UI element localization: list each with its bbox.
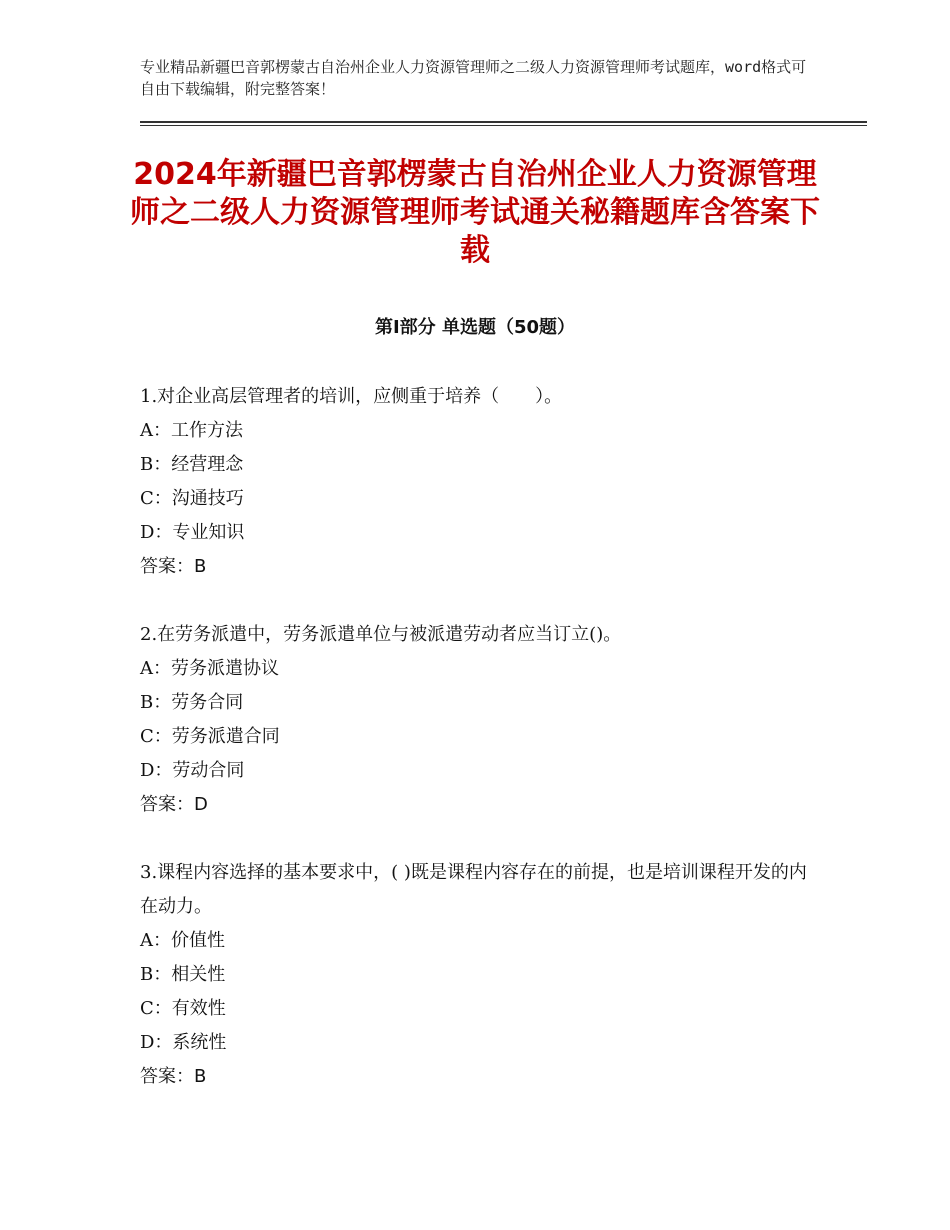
question-block xyxy=(140,380,820,584)
question-stem: 1.对企业高层管理者的培训，应侧重于培养（ ）。 xyxy=(140,386,563,407)
document-title: 2024年新疆巴音郭楞蒙古自治州企业人力资源管理师之二级人力资源管理师考试通关秘籍题库含答案下载 xyxy=(130,157,820,268)
question-block xyxy=(140,856,820,1094)
section-heading: 第Ⅰ部分 单选题（50题） xyxy=(374,317,575,338)
header-divider-thin xyxy=(140,125,867,126)
option-a: A：工作方法 xyxy=(140,420,243,441)
option-a: A：价值性 xyxy=(140,930,225,951)
option-c: C：沟通技巧 xyxy=(140,488,244,509)
option-b: B：经营理念 xyxy=(140,454,244,475)
option-d: D：劳动合同 xyxy=(140,760,245,781)
option-b: B：劳务合同 xyxy=(140,692,244,713)
option-c: C：有效性 xyxy=(140,998,226,1019)
header-divider-thick xyxy=(140,121,867,123)
answer-line: 答案：D xyxy=(140,794,208,815)
header-note: 专业精品新疆巴音郭楞蒙古自治州企业人力资源管理师之二级人力资源管理师考试题库，word格式可自由下载编辑，附完整答案！ xyxy=(140,58,807,98)
question-stem: 2.在劳务派遣中，劳务派遣单位与被派遣劳动者应当订立()。 xyxy=(140,624,622,645)
option-b: B：相关性 xyxy=(140,964,226,985)
answer-line: 答案：B xyxy=(140,1066,207,1087)
option-c: C：劳务派遣合同 xyxy=(140,726,280,747)
question-stem: 3.课程内容选择的基本要求中，( )既是课程内容存在的前提，也是培训课程开发的内在动力。 xyxy=(140,862,807,917)
question-block xyxy=(140,618,820,822)
option-d: D：专业知识 xyxy=(140,522,245,543)
answer-line: 答案：B xyxy=(140,556,207,577)
option-a: A：劳务派遣协议 xyxy=(140,658,279,679)
option-d: D：系统性 xyxy=(140,1032,227,1053)
